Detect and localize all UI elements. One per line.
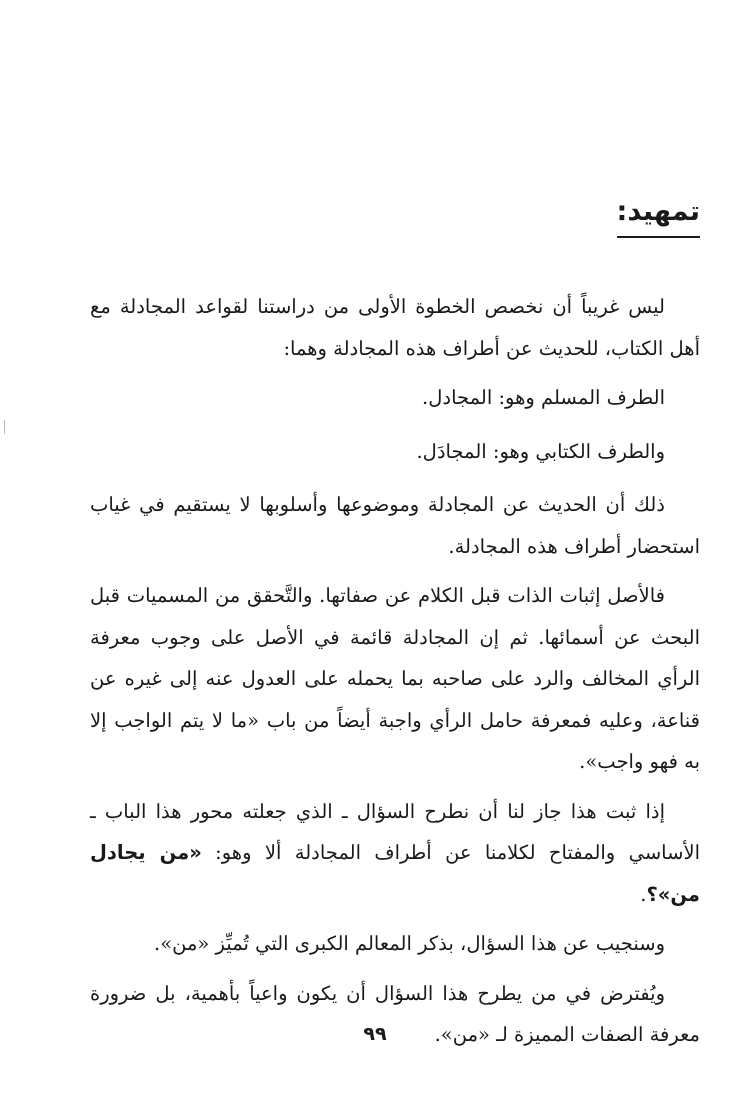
page-number: ٩٩ — [363, 1023, 387, 1045]
question-end: . — [640, 882, 647, 906]
paragraph-question — [90, 791, 700, 916]
paragraph-scriptural-party: والطرف الكتابي وهو: المجادَل. — [416, 439, 665, 463]
paragraph-awareness: ويُفترض في من يطرح هذا السؤال أن يكون واعياً بأهمية، بل ضرورة معرفة الصفات المميزة لـ «من». — [90, 981, 700, 1046]
paragraph-principle: فالأصل إثبات الذات قبل الكلام عن صفاتها. والتَّحقق من المسميات قبل البحث عن أسمائها. ثم إن المجادلة قائمة في الأصل على وجوب معرفة الرأي المخالف والرد على صاحبه بما يحمله على العدول عنه إلى غيره عن قناعة، وعليه فمعرفة حامل الرأي واجبة أيضاً من باب «ما لا يتم الواجب إلا به فهو واجب». — [90, 584, 700, 773]
page-edge-mark — [4, 420, 5, 434]
question-bold: «من يجادل من»؟ — [90, 841, 700, 906]
paragraph-reason: ذلك أن الحديث عن المجادلة وموضوعها وأسلوبها لا يستقيم في غياب استحضار أطراف هذه المجادلة. — [90, 493, 700, 558]
paragraph-muslim-party: الطرف المسلم وهو: المجادل. — [422, 386, 665, 409]
paragraph-answer: وسنجيب عن هذا السؤال، بذكر المعالم الكبرى التي تُميِّز «من». — [154, 932, 665, 955]
section-heading: تمهيد: — [617, 192, 700, 238]
paragraph-intro: ليس غريباً أن نخصص الخطوة الأولى من دراستنا لقواعد المجادلة مع أهل الكتاب، للحديث عن أطراف هذه المجادلة وهما: — [90, 295, 700, 360]
question-text: إذا ثبت هذا جاز لنا أن نطرح السؤال ـ الذي جعلته محور هذا الباب ـ الأساسي والمفتاح لكلامنا عن أطراف المجادلة ألا وهو: — [90, 799, 700, 864]
body-text — [90, 286, 700, 1064]
